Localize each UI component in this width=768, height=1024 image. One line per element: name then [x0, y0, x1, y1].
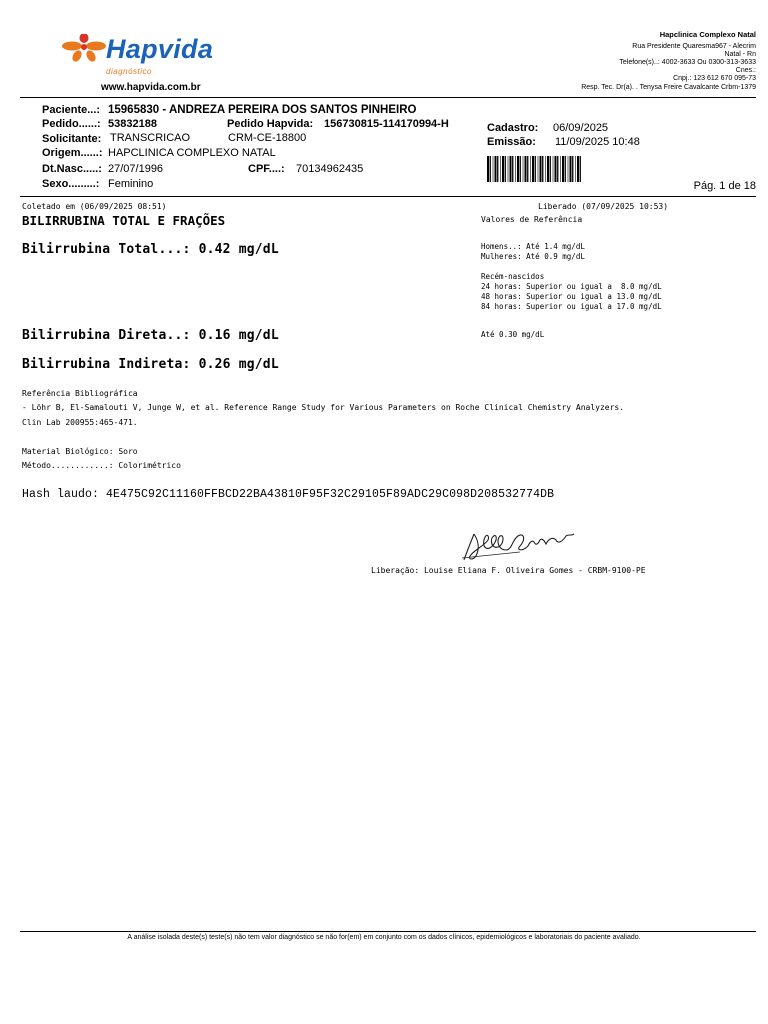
- total-reference: [481, 242, 662, 312]
- biblio-line-2: Clin Lab 200955:465-471.: [22, 418, 138, 427]
- brand-name: Hapvida: [106, 34, 214, 64]
- emissao-label: Emissão:: [487, 136, 536, 148]
- website-link[interactable]: www.hapvida.com.br: [101, 82, 201, 93]
- header-divider: [20, 97, 756, 98]
- solicitante-label: Solicitante:: [42, 133, 102, 145]
- total-reference-line: Recém-nascidos: [481, 272, 545, 281]
- total-reference-line: 84 horas: Superior ou igual a 17.0 mg/dL: [481, 302, 662, 311]
- collected-date: Coletado em (06/09/2025 08:51): [22, 202, 167, 211]
- total-reference-line: [481, 262, 662, 272]
- liberacao-signer: Liberação: Louise Eliana F. Oliveira Gomes - CRBM-9100-PE: [371, 566, 646, 575]
- biblio-title: Referência Bibliográfica: [22, 389, 138, 398]
- total-reference-line: 24 horas: Superior ou igual a 8.0 mg/dL: [481, 282, 662, 291]
- sexo-value: Feminino: [108, 178, 154, 190]
- pedido-hapvida-value: 156730815-114170994-H: [324, 118, 449, 130]
- pedido-value: 53832188: [108, 118, 157, 130]
- origem-label: Origem......:: [42, 147, 103, 159]
- brand-tagline: diagnóstico: [106, 67, 152, 76]
- lab-address: Rua Presidente Quaresma967 - Alecrim: [632, 43, 756, 50]
- paciente-label: Paciente...:: [42, 104, 101, 116]
- signature-image: [460, 522, 580, 564]
- hash-laudo: Hash laudo: 4E475C92C11160FFBCD22BA43810F95F32C29105F89ADC29C098D208532774DB: [22, 488, 555, 501]
- lab-cnes: Cnes.:: [735, 67, 756, 74]
- crm-value: CRM-CE-18800: [228, 132, 307, 144]
- direta-reference: Até 0.30 mg/dL: [481, 330, 545, 339]
- footer-divider: [20, 931, 756, 932]
- material-biologico: Material Biológico: Soro: [22, 447, 138, 456]
- exam-title: BILIRRUBINA TOTAL E FRAÇÕES: [22, 213, 226, 228]
- total-reference-line: Mulheres: Até 0.9 mg/dL: [481, 252, 585, 261]
- metodo: Método............: Colorimétrico: [22, 461, 181, 470]
- biblio-line-1: - Löhr B, El-Samalouti V, Junge W, et al. Reference Range Study for Various Parameters on Roche Clinical Chemistry Analyzers.: [22, 403, 625, 412]
- released-date: Liberado (07/09/2025 10:53): [538, 202, 669, 211]
- lab-name: Hapclinica Complexo Natal: [659, 30, 756, 39]
- emissao-value: 11/09/2025 10:48: [555, 136, 640, 148]
- sexo-label: Sexo.........:: [42, 178, 100, 190]
- origem-value: HAPCLINICA COMPLEXO NATAL: [108, 147, 276, 159]
- dtnasc-label: Dt.Nasc.....:: [42, 163, 102, 175]
- lab-cnpj: Cnpj.: 123 612 670 095-73: [673, 75, 756, 82]
- paciente-value: 15965830 - ANDREZA PEREIRA DOS SANTOS PINHEIRO: [108, 104, 417, 116]
- patient-divider: [20, 196, 756, 197]
- pedido-label: Pedido......:: [42, 118, 101, 130]
- total-reference-line: Homens..: Até 1.4 mg/dL: [481, 242, 585, 251]
- lab-phone: Telefone(s)..: 4002-3633 Ou 0300-313-3633: [619, 59, 756, 66]
- page-number: Pág. 1 de 18: [693, 180, 756, 192]
- pedido-hapvida-label: Pedido Hapvida:: [227, 118, 314, 130]
- flower-logo-icon: [62, 34, 106, 64]
- total-reference-line: 48 horas: Superior ou igual a 13.0 mg/dL: [481, 292, 662, 301]
- footer-disclaimer: A análise isolada deste(s) teste(s) não tem valor diagnóstico se não for(em) em conjunto com os dados clínicos, epidemiológicos e laboratoriais do paciente avaliado.: [127, 934, 641, 941]
- cadastro-label: Cadastro:: [487, 122, 539, 134]
- bilirrubina-total: Bilirrubina Total...: 0.42 mg/dL: [22, 242, 279, 257]
- bilirrubina-direta: Bilirrubina Direta..: 0.16 mg/dL: [22, 328, 279, 343]
- cpf-value: 70134962435: [296, 163, 364, 175]
- lab-responsible: Resp. Tec. Dr(a). . Tenysa Freire Cavalcante Crbm-1379: [581, 84, 756, 91]
- reference-header: Valores de Referência: [481, 215, 583, 224]
- cpf-label: CPF....:: [248, 163, 285, 175]
- lab-city: Natal - Rn: [724, 51, 756, 58]
- cadastro-value: 06/09/2025: [553, 122, 609, 134]
- solicitante-value: TRANSCRICAO: [110, 132, 191, 144]
- dtnasc-value: 27/07/1996: [108, 163, 164, 175]
- bilirrubina-indireta: Bilirrubina Indireta: 0.26 mg/dL: [22, 357, 279, 372]
- barcode-icon: [487, 156, 583, 182]
